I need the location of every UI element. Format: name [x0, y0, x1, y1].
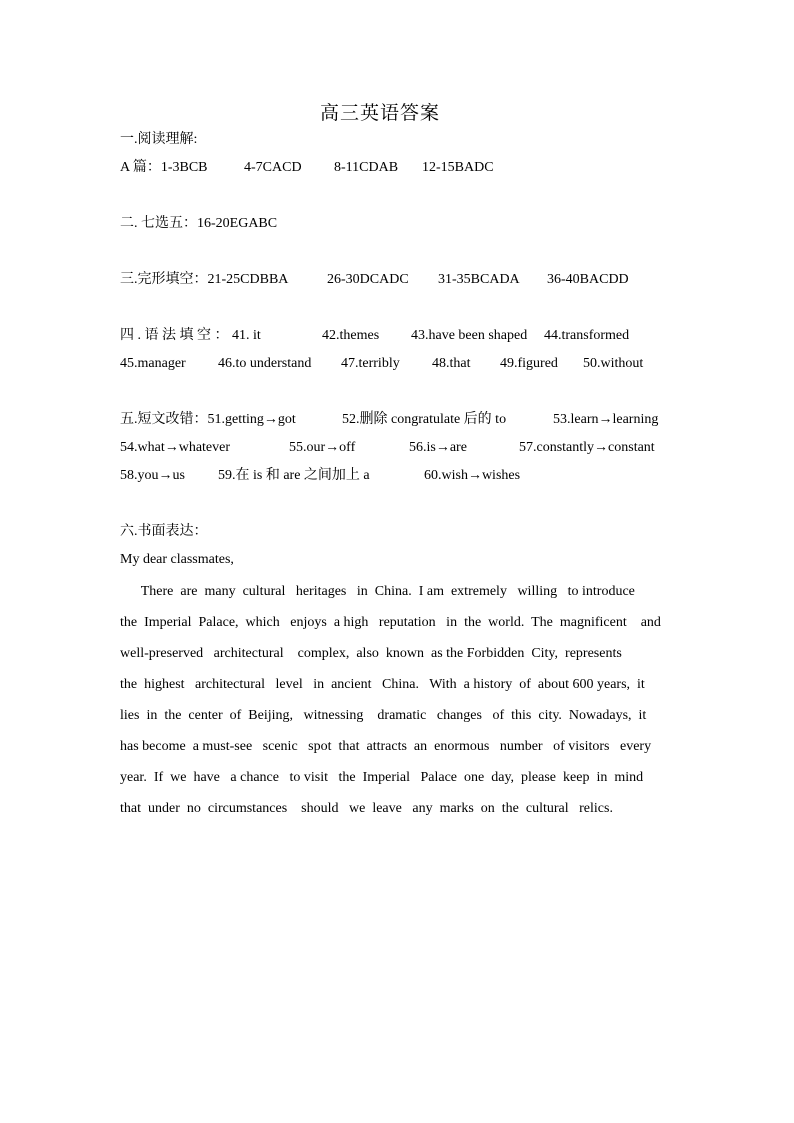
correction-5: 55.our→off [289, 440, 356, 455]
correction-row-2 [120, 438, 655, 458]
grammar-4: 44.transformed [544, 328, 630, 343]
grammar-row-2 [120, 354, 643, 374]
cloze-4: 36-40BACDD [547, 272, 629, 287]
grammar-8: 48.that [432, 356, 471, 371]
cloze-answers [120, 270, 629, 290]
writing-salutation: My dear classmates, [120, 552, 234, 567]
correction-4: 54.what→whatever [120, 440, 231, 455]
essay-line: year. If we have a chance to visit the Imperial Palace one day, please keep in mind [120, 770, 644, 785]
essay-line: There are many cultural heritages in China. I am extremely willing to introduce [120, 584, 635, 599]
essay-line: that under no circumstances should we leave any marks on the cultural relics. [120, 801, 613, 816]
writing-heading: 六.书面表达： [120, 524, 208, 539]
essay-line: the highest architectural level in ancient China. With a history of about 600 years, it [120, 677, 645, 692]
correction-6: 56.is→are [409, 440, 467, 455]
correction-row-3 [120, 466, 520, 486]
part-a-2: 4-7CACD [244, 160, 302, 175]
correction-8: 58.you→us [120, 468, 185, 483]
cloze-2: 26-30DCADC [327, 272, 409, 287]
correction-9: 59.在 is 和 are 之间加上 a [218, 468, 370, 483]
essay-line: has become a must-see scenic spot that attracts an enormous number of visitors every [120, 739, 652, 754]
grammar-1: 四 . 语 法 填 空 ： 41. it [120, 328, 261, 343]
grammar-7: 47.terribly [341, 356, 400, 371]
grammar-row-1 [120, 326, 629, 346]
correction-1: 五.短文改错：51.getting→got [120, 412, 296, 427]
reading-part-a [120, 158, 494, 178]
page-title: 高三英语答案 [319, 103, 440, 124]
correction-10: 60.wish→wishes [424, 468, 521, 483]
correction-7: 57.constantly→constant [519, 440, 655, 455]
essay-line: well-preserved architectural complex, also known as the Forbidden City, represents [120, 646, 622, 661]
cloze-3: 31-35BCADA [438, 272, 520, 287]
grammar-9: 49.figured [500, 356, 558, 371]
seven-choose-five: 二. 七选五：16-20EGABC [120, 216, 278, 231]
part-a-4: 12-15BADC [422, 160, 494, 175]
essay-line: the Imperial Palace, which enjoys a high reputation in the world. The magnificent and [120, 615, 661, 630]
part-a-3: 8-11CDAB [334, 160, 399, 175]
essay-line: lies in the center of Beijing, witnessing dramatic changes of this city. Nowadays, it [120, 708, 647, 723]
part-a-1: A 篇：1-3BCB [120, 160, 208, 175]
grammar-10: 50.without [583, 356, 644, 371]
grammar-2: 42.themes [322, 328, 380, 343]
correction-row-1 [120, 410, 658, 430]
correction-3: 53.learn→learning [553, 412, 659, 427]
grammar-6: 46.to understand [218, 356, 312, 371]
grammar-3: 43.have been shaped [411, 328, 528, 343]
reading-heading: 一.阅读理解: [120, 132, 198, 147]
correction-2: 52.删除 congratulate 后的 to [342, 412, 507, 427]
cloze-1: 三.完形填空：21-25CDBBA [120, 272, 289, 287]
grammar-5: 45.manager [120, 356, 186, 371]
